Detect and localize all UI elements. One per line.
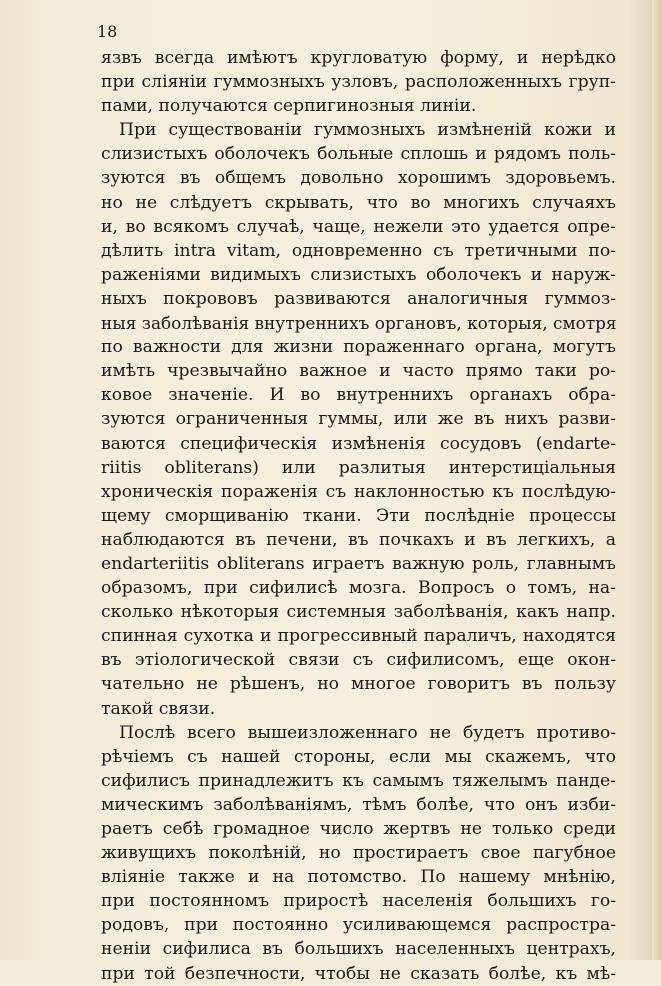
text-line: Послѣ всего вышеизложеннаго не будетъ противо- <box>119 722 616 743</box>
text-line: имѣть чрезвычайно важное и часто прямо таки ро- <box>101 361 616 382</box>
text-line: endarteriitis obliterans играетъ важную роль, главнымъ <box>101 553 616 574</box>
text-line: мическимъ заболѣваніямъ, тѣмъ болѣе, что онъ изби- <box>101 794 616 815</box>
text-line: riitis obliterans) или разлитыя интерстиціальныя <box>101 457 616 478</box>
text-line: дѣлить intra vitam, одновременно съ третичными по- <box>101 240 616 261</box>
body-text <box>101 46 616 986</box>
text-line: язвъ всегда имѣютъ кругловатую форму, и нерѣдко <box>101 48 616 68</box>
text-line: образомъ, при сифилисѣ мозга. Вопросъ о томъ, на- <box>101 578 616 599</box>
text-line: ныхъ покрововъ развиваются аналогичныя гуммоз- <box>101 288 616 309</box>
text-line: такой связи. <box>101 698 216 719</box>
text-line: При существованіи гуммозныхъ измѣненій кожи и <box>119 120 616 141</box>
text-line: ныя заболѣванія внутреннихъ органовъ, которыя, смотря <box>101 313 617 334</box>
text-line: вліяніе также и на потомство. По нашему мнѣнію, <box>101 867 616 888</box>
text-line: пами, получаются серпигинозныя линіи. <box>101 96 477 117</box>
page-number: 18 <box>97 22 118 41</box>
text-line: но не слѣдуетъ скрывать, что во многихъ случаяхъ <box>101 192 616 213</box>
text-line: живущихъ поколѣній, но простираетъ свое пагубное <box>101 843 616 864</box>
text-line: при той безпечности, чтобы не сказать болѣе, къ мѣ- <box>101 963 616 984</box>
text-line: и, во всякомъ случаѣ, чаще, нежели это удается опре- <box>101 216 616 237</box>
text-line: раетъ себѣ громадное число жертвъ не только среди <box>101 819 616 839</box>
text-line: хроническія пораженія съ наклонностью къ послѣдую- <box>101 481 616 502</box>
text-line: чательно не рѣшенъ, но многое говоритъ въ пользу <box>101 674 616 695</box>
text-line: слизистыхъ оболочекъ больные сплошь и рядомъ поль- <box>101 144 616 165</box>
text-line: родовъ, при постоянно усиливающемся распростра- <box>101 915 616 936</box>
text-line: по важности для жизни пораженнаго органа, могутъ <box>101 337 616 358</box>
text-line: ваются специфическія измѣненія сосудовъ (endarte- <box>101 433 616 454</box>
text-line: спинная сухотка и прогрессивный параличъ, находятся <box>101 626 616 647</box>
text-line: неніи сифилиса въ большихъ населенныхъ центрахъ, <box>101 939 616 960</box>
text-line: рѣчіемъ съ нашей стороны, если мы скажемъ, что <box>101 746 616 767</box>
text-line: зуются ограниченныя гуммы, или же въ нихъ разви- <box>101 409 616 430</box>
text-line: щему сморщиванію ткани. Эти послѣдніе процессы <box>101 505 616 526</box>
text-line: сифилисъ принадлежитъ къ самымъ тяжелымъ панде- <box>101 770 616 791</box>
text-line: сколько нѣкоторыя системныя заболѣванія, какъ напр. <box>101 602 616 623</box>
text-line: наблюдаются въ печени, въ почкахъ и въ легкихъ, а <box>101 529 616 550</box>
text-line: раженіями видимыхъ слизистыхъ оболочекъ и наруж- <box>101 264 616 285</box>
text-line: при постоянномъ приростѣ населенія большихъ го- <box>101 891 616 912</box>
text-line: въ этіологической связи съ сифилисомъ, еще окон- <box>101 650 616 671</box>
text-line: при сліяніи гуммозныхъ узловъ, расположенныхъ груп- <box>101 72 616 93</box>
page-edge <box>652 0 661 960</box>
text-line: зуются въ общемъ довольно хорошимъ здоровьемъ. <box>101 168 616 189</box>
text-line: ковое значеніе. И во внутреннихъ органахъ обра- <box>101 385 616 406</box>
